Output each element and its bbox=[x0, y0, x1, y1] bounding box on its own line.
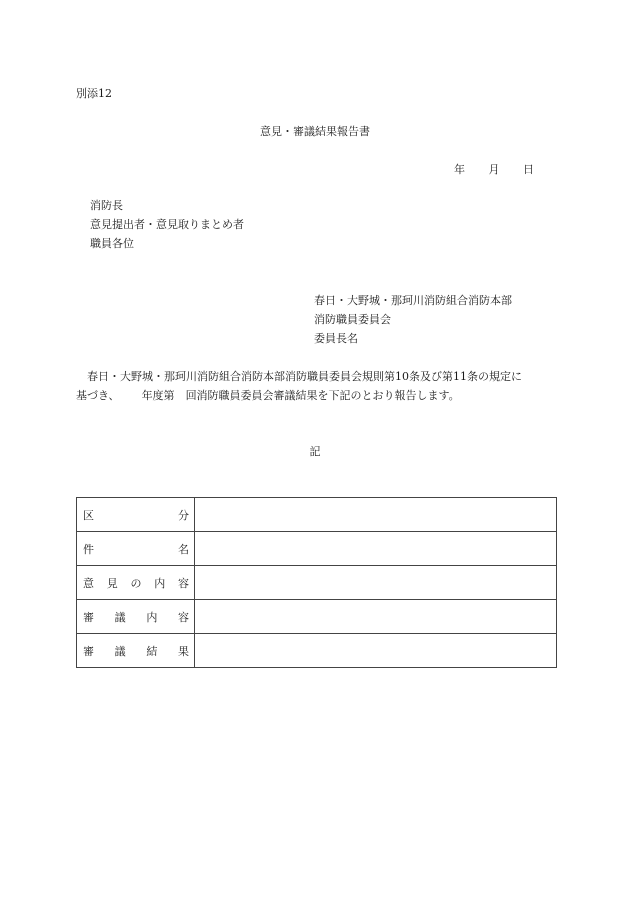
sender-chair-name: 委員長名 bbox=[314, 332, 358, 345]
day-label: 日 bbox=[523, 163, 534, 176]
body-line-2-end: 回消防職員委員会審議結果を下記のとおり報告します。 bbox=[185, 389, 460, 402]
month-label: 月 bbox=[488, 163, 500, 176]
year-label: 年 bbox=[454, 163, 465, 176]
document-title: 意見・審議結果報告書 bbox=[260, 125, 370, 138]
body-line-2 bbox=[76, 386, 558, 405]
ki-heading: 記 bbox=[309, 445, 321, 458]
body-paragraph bbox=[76, 367, 558, 405]
table-row bbox=[77, 532, 557, 566]
recipient-line: 消防長 bbox=[90, 199, 123, 212]
body-fiscal-year: 年度第 bbox=[141, 389, 175, 402]
row-label-category: 区 分 bbox=[77, 498, 195, 532]
sender-committee: 消防職員委員会 bbox=[314, 313, 391, 326]
sender-organization: 春日・大野城・那珂川消防組合消防本部 bbox=[314, 294, 512, 307]
date-line bbox=[454, 161, 534, 177]
body-line-1: 春日・大野城・那珂川消防組合消防本部消防職員委員会規則第10条及び第11条の規定に bbox=[87, 370, 522, 383]
table-row bbox=[77, 566, 557, 600]
table-row bbox=[77, 600, 557, 634]
row-label-result: 審議結果 bbox=[77, 634, 195, 668]
recipient-line: 意見提出者・意見取りまとめ者 bbox=[90, 218, 244, 231]
row-label-deliberation: 審議内容 bbox=[77, 600, 195, 634]
table-row bbox=[77, 498, 557, 532]
body-line-2-start: 基づき、 bbox=[76, 389, 120, 402]
sender-block bbox=[314, 291, 512, 348]
row-value-category bbox=[195, 498, 557, 532]
table-row bbox=[77, 634, 557, 668]
recipient-list bbox=[90, 196, 244, 253]
row-label-opinion: 意見の内容 bbox=[77, 566, 195, 600]
appendix-label: 別添12 bbox=[76, 87, 112, 100]
report-table bbox=[76, 497, 557, 668]
row-label-subject: 件 名 bbox=[77, 532, 195, 566]
row-value-result bbox=[195, 634, 557, 668]
row-value-deliberation bbox=[195, 600, 557, 634]
row-value-subject bbox=[195, 532, 557, 566]
recipient-line: 職員各位 bbox=[90, 237, 134, 250]
row-value-opinion bbox=[195, 566, 557, 600]
